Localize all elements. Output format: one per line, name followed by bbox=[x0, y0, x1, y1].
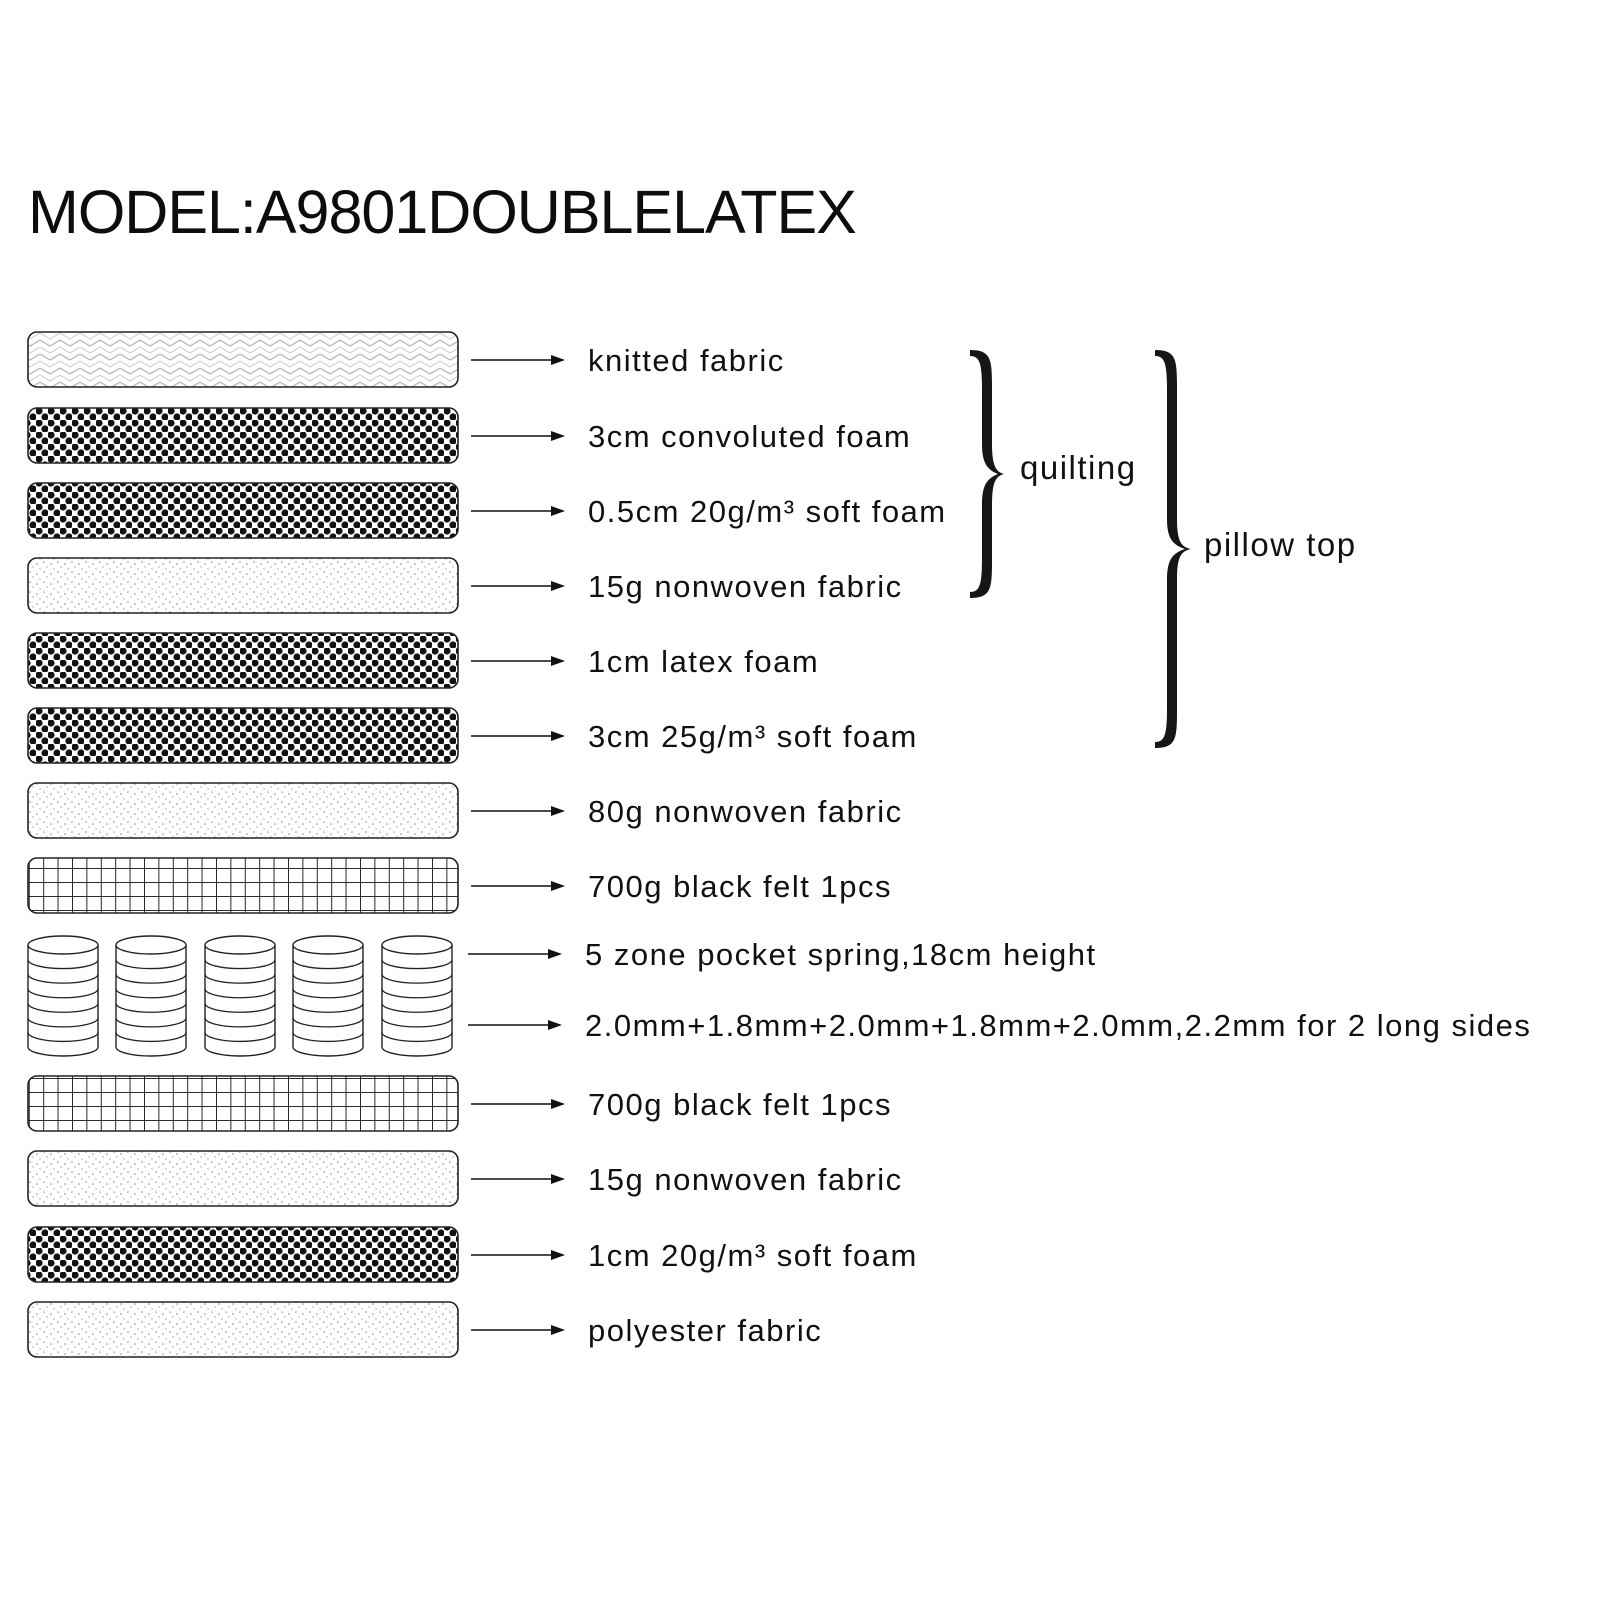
spring-coil bbox=[28, 936, 98, 1056]
layer-swatch-grid bbox=[28, 858, 458, 913]
layer-label: 700g black felt 1pcs bbox=[588, 869, 893, 904]
layer-label: 3cm 25g/m³ soft foam bbox=[588, 719, 918, 754]
layer-swatch-speckle bbox=[28, 1151, 458, 1206]
layer-label: 15g nonwoven fabric bbox=[588, 1162, 903, 1197]
layer-swatch-speckle bbox=[28, 558, 458, 613]
spring-coil bbox=[116, 936, 186, 1056]
spring-coil bbox=[293, 936, 363, 1056]
pillow-top-brace bbox=[1155, 350, 1191, 748]
layer-label: knitted fabric bbox=[588, 343, 785, 378]
layer-label: polyester fabric bbox=[588, 1313, 823, 1348]
layer-swatch-dots bbox=[28, 408, 458, 463]
layer-label: 700g black felt 1pcs bbox=[588, 1087, 893, 1122]
layer-swatch-dots bbox=[28, 483, 458, 538]
layer-label: 5 zone pocket spring,18cm height bbox=[585, 937, 1097, 972]
layer-swatch-knit bbox=[28, 332, 458, 387]
layer-swatches bbox=[28, 332, 458, 1357]
layer-swatch-dots bbox=[28, 633, 458, 688]
layer-label: 1cm 20g/m³ soft foam bbox=[588, 1238, 918, 1273]
layer-swatch-speckle bbox=[28, 783, 458, 838]
spring-coil bbox=[205, 936, 275, 1056]
spring-coil bbox=[382, 936, 452, 1056]
quilting-brace bbox=[970, 350, 1004, 598]
layer-arrows bbox=[468, 360, 563, 1330]
layer-label: 15g nonwoven fabric bbox=[588, 569, 903, 604]
model-title: MODEL:A9801DOUBLELATEX bbox=[28, 178, 856, 246]
layer-swatch-dots bbox=[28, 708, 458, 763]
pocket-spring-coils bbox=[28, 936, 452, 1056]
layer-swatch-grid bbox=[28, 1076, 458, 1131]
group-label-pillow-top: pillow top bbox=[1204, 526, 1357, 563]
layer-label: 1cm latex foam bbox=[588, 644, 820, 679]
layer-label: 3cm convoluted foam bbox=[588, 419, 912, 454]
layer-label: 0.5cm 20g/m³ soft foam bbox=[588, 494, 947, 529]
layer-swatch-speckle bbox=[28, 1302, 458, 1357]
layer-label: 2.0mm+1.8mm+2.0mm+1.8mm+2.0mm,2.2mm for 2 long sides bbox=[585, 1008, 1532, 1043]
group-label-quilting: quilting bbox=[1020, 449, 1137, 486]
layer-label: 80g nonwoven fabric bbox=[588, 794, 903, 829]
layer-swatch-dots bbox=[28, 1227, 458, 1282]
group-braces bbox=[970, 350, 1191, 748]
